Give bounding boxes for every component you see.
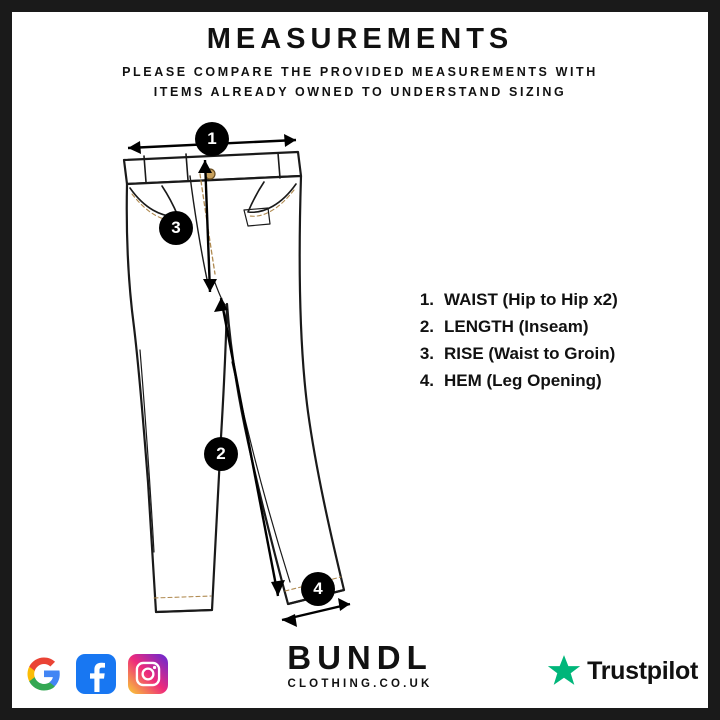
white-canvas [12, 12, 708, 708]
legend-label-length: LENGTH (Inseam) [444, 317, 589, 336]
brand-name: BUNDL [287, 639, 433, 676]
header [12, 22, 708, 102]
header-subtitle-line1: PLEASE COMPARE THE PROVIDED MEASUREMENTS WITH [122, 65, 598, 79]
badge-rise: 3 [159, 211, 193, 245]
measurement-legend [408, 290, 698, 398]
facebook-icon[interactable] [76, 654, 116, 694]
page-title: MEASUREMENTS [206, 23, 514, 55]
header-subtitle-line2: ITEMS ALREADY OWNED TO UNDERSTAND SIZING [153, 85, 567, 99]
legend-number-3: 3. [419, 344, 434, 363]
badge-hem: 4 [301, 572, 335, 606]
trustpilot-label: Trustpilot [587, 656, 698, 685]
brand-domain: CLOTHING.CO.UK [287, 678, 433, 690]
legend-label-hem: HEM (Leg Opening) [444, 371, 602, 390]
legend-number-4: 4. [419, 371, 434, 390]
trustpilot-star-icon [547, 654, 581, 688]
legend-number-2: 2. [419, 317, 434, 336]
legend-label-waist: WAIST (Hip to Hip x2) [444, 290, 618, 309]
footer [12, 614, 708, 700]
legend-item-length [408, 317, 698, 337]
header-subtitle [40, 62, 680, 102]
legend-label-rise: RISE (Waist to Groin) [444, 344, 616, 363]
jeans-diagram [82, 112, 412, 632]
legend-item-hem [408, 371, 698, 391]
jeans-illustration-svg [82, 112, 412, 632]
legend-number-1: 1. [419, 290, 434, 309]
legend-item-rise [408, 344, 698, 364]
instagram-icon[interactable] [128, 654, 168, 694]
badge-waist: 1 [195, 122, 229, 156]
google-icon[interactable] [24, 654, 64, 694]
trustpilot-badge[interactable] [547, 654, 698, 688]
legend-item-waist [408, 290, 698, 310]
badge-length: 2 [204, 437, 238, 471]
social-links [24, 654, 168, 694]
brand-logo [287, 640, 432, 690]
